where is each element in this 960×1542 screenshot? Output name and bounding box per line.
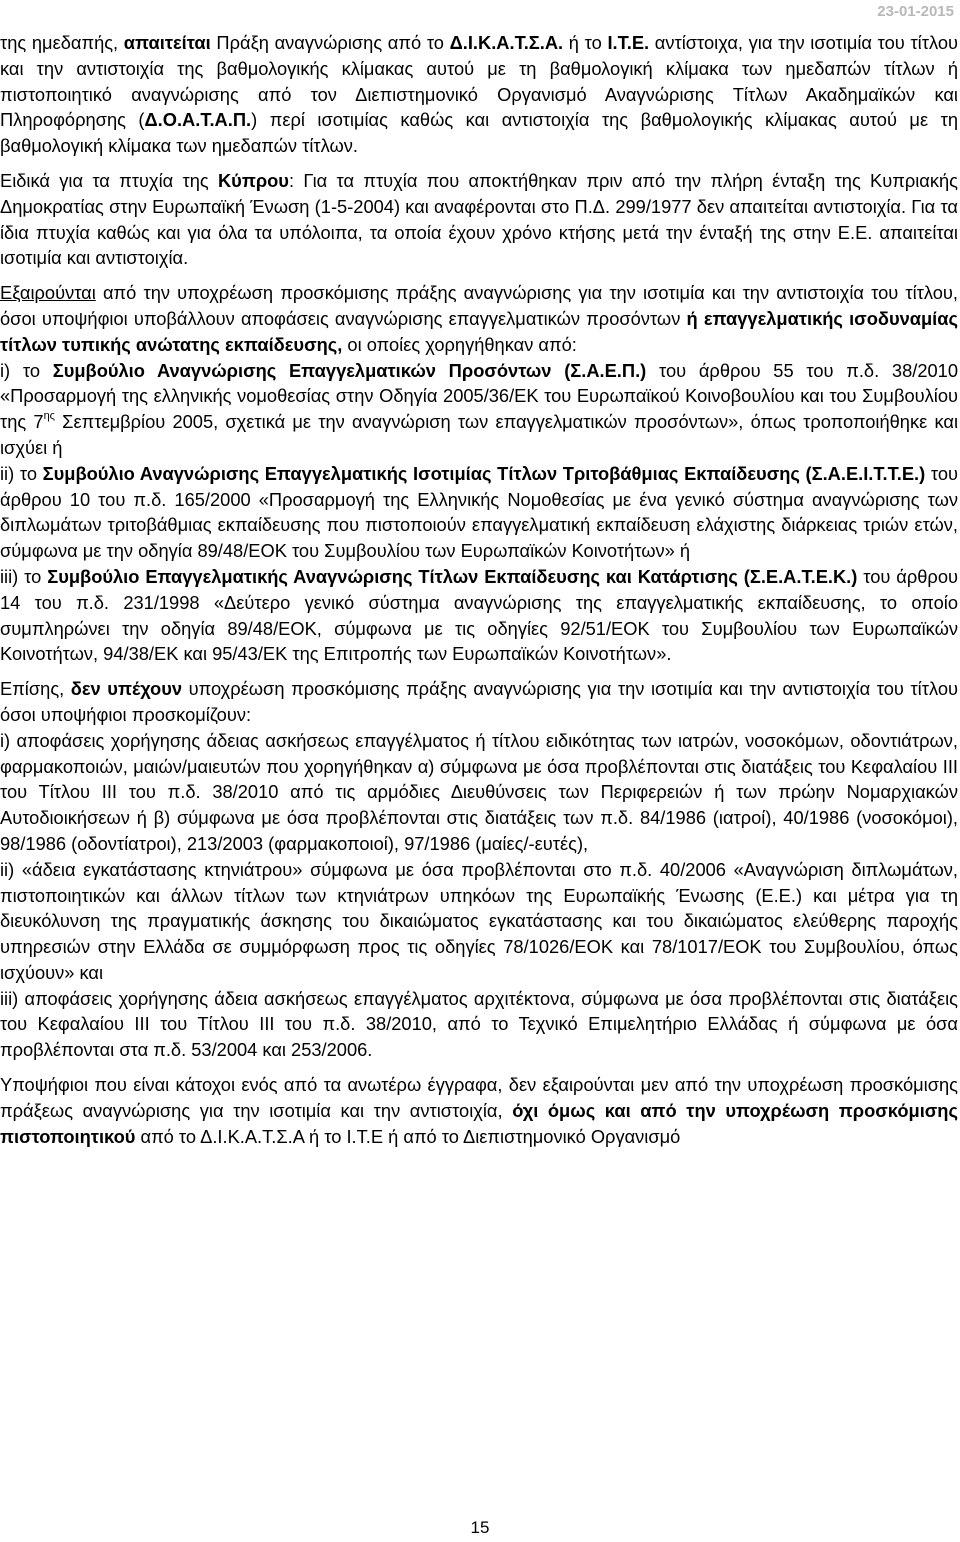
text-span: Πράξη αναγνώρισης από το [210, 32, 450, 53]
paragraph-recognition-requirement [0, 30, 958, 159]
list-item-seatek [0, 564, 958, 667]
underlined-span: Εξαιρούνται [0, 282, 96, 304]
text-span: της ημεδαπής, [0, 32, 124, 53]
text-span: ii) το [0, 462, 43, 484]
text-span: ή το [563, 32, 608, 53]
superscript: ης [43, 410, 55, 423]
bold-span: Συμβούλιο Αναγνώρισης Επαγγελματικής Ισοτιμίας Τίτλων Τριτοβάθμιας Εκπαίδευσης (Σ.Α.Ε.Ι.Τ.Τ.Ε.) [42, 462, 926, 484]
document-body [0, 30, 958, 1158]
text-span: ) περί ισοτιμίας καθώς και αντιστοιχία της βαθμολογικής κλίμακας αυτού με τη βαθμολογική κλίμακα των ημεδαπών τίτλων. [0, 109, 958, 157]
text-span: i) το [0, 359, 53, 381]
bold-span: Δ.Ο.Α.Τ.Α.Π. [144, 109, 252, 131]
bold-span: Συμβούλιο Αναγνώρισης Επαγγελματικών Προσόντων (Σ.Α.Ε.Π.) [52, 359, 647, 381]
page-number: 15 [470, 1518, 490, 1537]
bold-span: Ι.Τ.Ε. [607, 32, 650, 53]
paragraph-cyprus-degrees [0, 168, 958, 271]
text-span: αντίστοιχα, για την ισοτιμία του τίτλου και την αντιστοιχία της βαθμολογικής κλίμακας αυτού με τη βαθμολογική κλίμακα των ημεδαπών τίτλων ή πιστοποιητικό αναγνώρισης από τον Διεπιστημονικό Οργανισμό Αναγνώρισης Τίτλων Ακαδημαϊκών και Πληροφόρησης ( [0, 32, 958, 131]
bold-span: δεν υπέχουν [70, 678, 183, 700]
text-span: οι οποίες χορηγήθηκαν από: [342, 333, 577, 355]
bold-span: Συμβούλιο Επαγγελματικής Αναγνώρισης Τίτλων Εκπαίδευσης και Κατάρτισης (Σ.Ε.Α.Τ.Ε.Κ.) [47, 565, 858, 587]
text-span: από το Δ.Ι.Κ.Α.Τ.Σ.Α ή το Ι.Τ.Ε ή από το Διεπιστημονικό Οργανισμό [135, 1125, 681, 1147]
text-span: ii) «άδεια εγκατάστασης κτηνιάτρου» σύμφωνα με όσα προβλέπονται στο π.δ. 40/2006 «Αναγνώριση διπλωμάτων, πιστοποιητικών και άλλων τίτλων των κτηνιάτρων υπηκόων της Ευρωπαϊκής Ένωσης (Ε.Ε.) και μέτρα για τη διευκόλυνση της πραγματικής άσκησης του δικαιώματος εγκατάστασης και του δικαιώματος ελεύθερης παροχής υπηρεσιών στην Ελλάδα σε συμμόρφωση προς τις οδηγίες 78/1026/ΕΟΚ και 78/1017/ΕΟΚ του Συμβουλίου, όπως ισχύουν» και [0, 858, 958, 983]
bold-span: όχι όμως και από την υποχρέωση προσκόμισης πιστοποιητικού [0, 1099, 958, 1147]
bold-span: ή επαγγελματικής ισοδυναμίας τίτλων τυπικής ανώτατης εκπαίδευσης, [0, 307, 959, 355]
list-item-veterinary-license [0, 857, 958, 986]
text-span: i) αποφάσεις χορήγησης άδειας ασκήσεως επαγγέλματος ή τίτλου ειδικότητας των ιατρών, νοσοκόμων, οδοντιάτρων, φαρμακοποιών, μαιών/μαιευτών που χορηγήθηκαν α) σύμφωνα με όσα προβλέπονται στις διατάξεις του Κεφαλαίου ΙΙΙ του Τίτλου ΙΙΙ του π.δ. 38/2010 από τις αρμόδιες Διευθύνσεις των Περιφερειών ή των πρώην Νομαρχιακών Αυτοδιοικήσεων ή β) σύμφωνα με όσα προβλέπονται στις διατάξεις των π.δ. 84/1986 (ιατροί), 40/1986 (νοσοκόμοι), 98/1986 (οδοντίατροι), 213/2003 (φαρμακοποιοί), 97/1986 (μαίες/-ευτές), [0, 729, 958, 854]
text-span: Υποψήφιοι που είναι κάτοχοι ενός από τα ανωτέρω έγγραφα, δεν εξαιρούνται μεν από την υποχρέωση προσκόμισης πράξεως αναγνώρισης για την ισοτιμία και την αντιστοιχία, [0, 1074, 958, 1121]
text-span: του άρθρου 14 του π.δ. 231/1998 «Δεύτερο γενικό σύστημα αναγνώρισης της επαγγελματικής εκπαίδευσης, το οποίο συμπληρώνει την οδηγία 89/48/ΕΟΚ, σύμφωνα με τις οδηγίες 92/51/ΕΟΚ του Συμβουλίου των Ευρωπαϊκών Κοινοτήτων, 94/38/ΕΚ και 95/43/ΕΚ της Επιτροπής των Ευρωπαϊκών Κοινοτήτων». [0, 565, 958, 665]
list-item-saep [0, 358, 958, 461]
paragraph-exemptions [0, 280, 958, 357]
text-span: Επίσης, [0, 678, 71, 700]
list-item-medical-licenses [0, 728, 958, 857]
text-span: του άρθρου 55 του π.δ. 38/2010 «Προσαρμογή της ελληνικής νομοθεσίας στην Οδηγία 2005/36/ΕΚ του Ευρωπαϊκού Κοινοβουλίου και του Συμβουλίου της 7 [0, 359, 958, 433]
bold-span: Δ.Ι.Κ.Α.Τ.Σ.Α. [449, 32, 564, 53]
bold-span: Κύπρου [217, 169, 289, 191]
text-span: από την υποχρέωση προσκόμισης πράξης αναγνώρισης για την ισοτιμία και την αντιστοιχία του τίτλου, όσοι υποψήφιοι υποβάλλουν αποφάσεις αναγνώρισης επαγγελματικών προσόντων [0, 282, 958, 329]
text-span: : Για τα πτυχία που αποκτήθηκαν πριν από την πλήρη ένταξη της Κυπριακής Δημοκρατίας στην Ευρωπαϊκή Ένωση (1-5-2004) και αναφέρονται στο Π.Δ. 299/1977 δεν απαιτείται αντιστοιχία. Για τα ίδια πτυχία καθώς και για όλα τα υπόλοιπα, τα οποία έχουν χρόνο κτήσης μετά την ένταξή της στην Ε.Ε. απαιτείται ισοτιμία και αντιστοιχία. [0, 169, 958, 269]
header-date: 23-01-2015 [877, 3, 954, 20]
list-item-architect-license [0, 986, 958, 1063]
paragraph-holders-note [0, 1072, 958, 1149]
text-span: Σεπτεμβρίου 2005, σχετικά με την αναγνώριση των επαγγελματικών προσόντων», όπως τροποποιήθηκε και ισχύει ή [0, 411, 959, 458]
paragraph-no-obligation [0, 676, 958, 728]
text-span: iii) αποφάσεις χορήγησης άδεια ασκήσεως επαγγέλματος αρχιτέκτονα, σύμφωνα με όσα προβλέπονται στις διατάξεις του Κεφαλαίου ΙΙΙ του Τίτλου ΙΙΙ του π.δ. 38/2010, από το Τεχνικό Επιμελητήριο Ελλάδας ή σύμφωνα με όσα προβλέπονται στα π.δ. 53/2004 και 253/2006. [0, 987, 958, 1061]
text-span: του άρθρου 10 του π.δ. 165/2000 «Προσαρμογή της Ελληνικής Νομοθεσίας με ένα γενικό σύστημα αναγνώρισης των διπλωμάτων τριτοβάθμιας εκπαίδευσης που πιστοποιούν επαγγελματική εκπαίδευση ελάχιστης διάρκειας τριών ετών, σύμφωνα με την οδηγία 89/48/ΕΟΚ του Συμβουλίου των Ευρωπαϊκών Κοινοτήτων» ή [0, 462, 959, 562]
text-span: υποχρέωση προσκόμισης πράξης αναγνώρισης για την ισοτιμία και την αντιστοιχία του τίτλου όσοι υποψήφιοι προσκομίζουν: [0, 678, 958, 725]
text-span: Ειδικά για τα πτυχία της [0, 169, 218, 191]
list-item-saeitte [0, 461, 958, 564]
bold-span: απαιτείται [123, 32, 211, 53]
text-span: iii) το [0, 565, 48, 587]
